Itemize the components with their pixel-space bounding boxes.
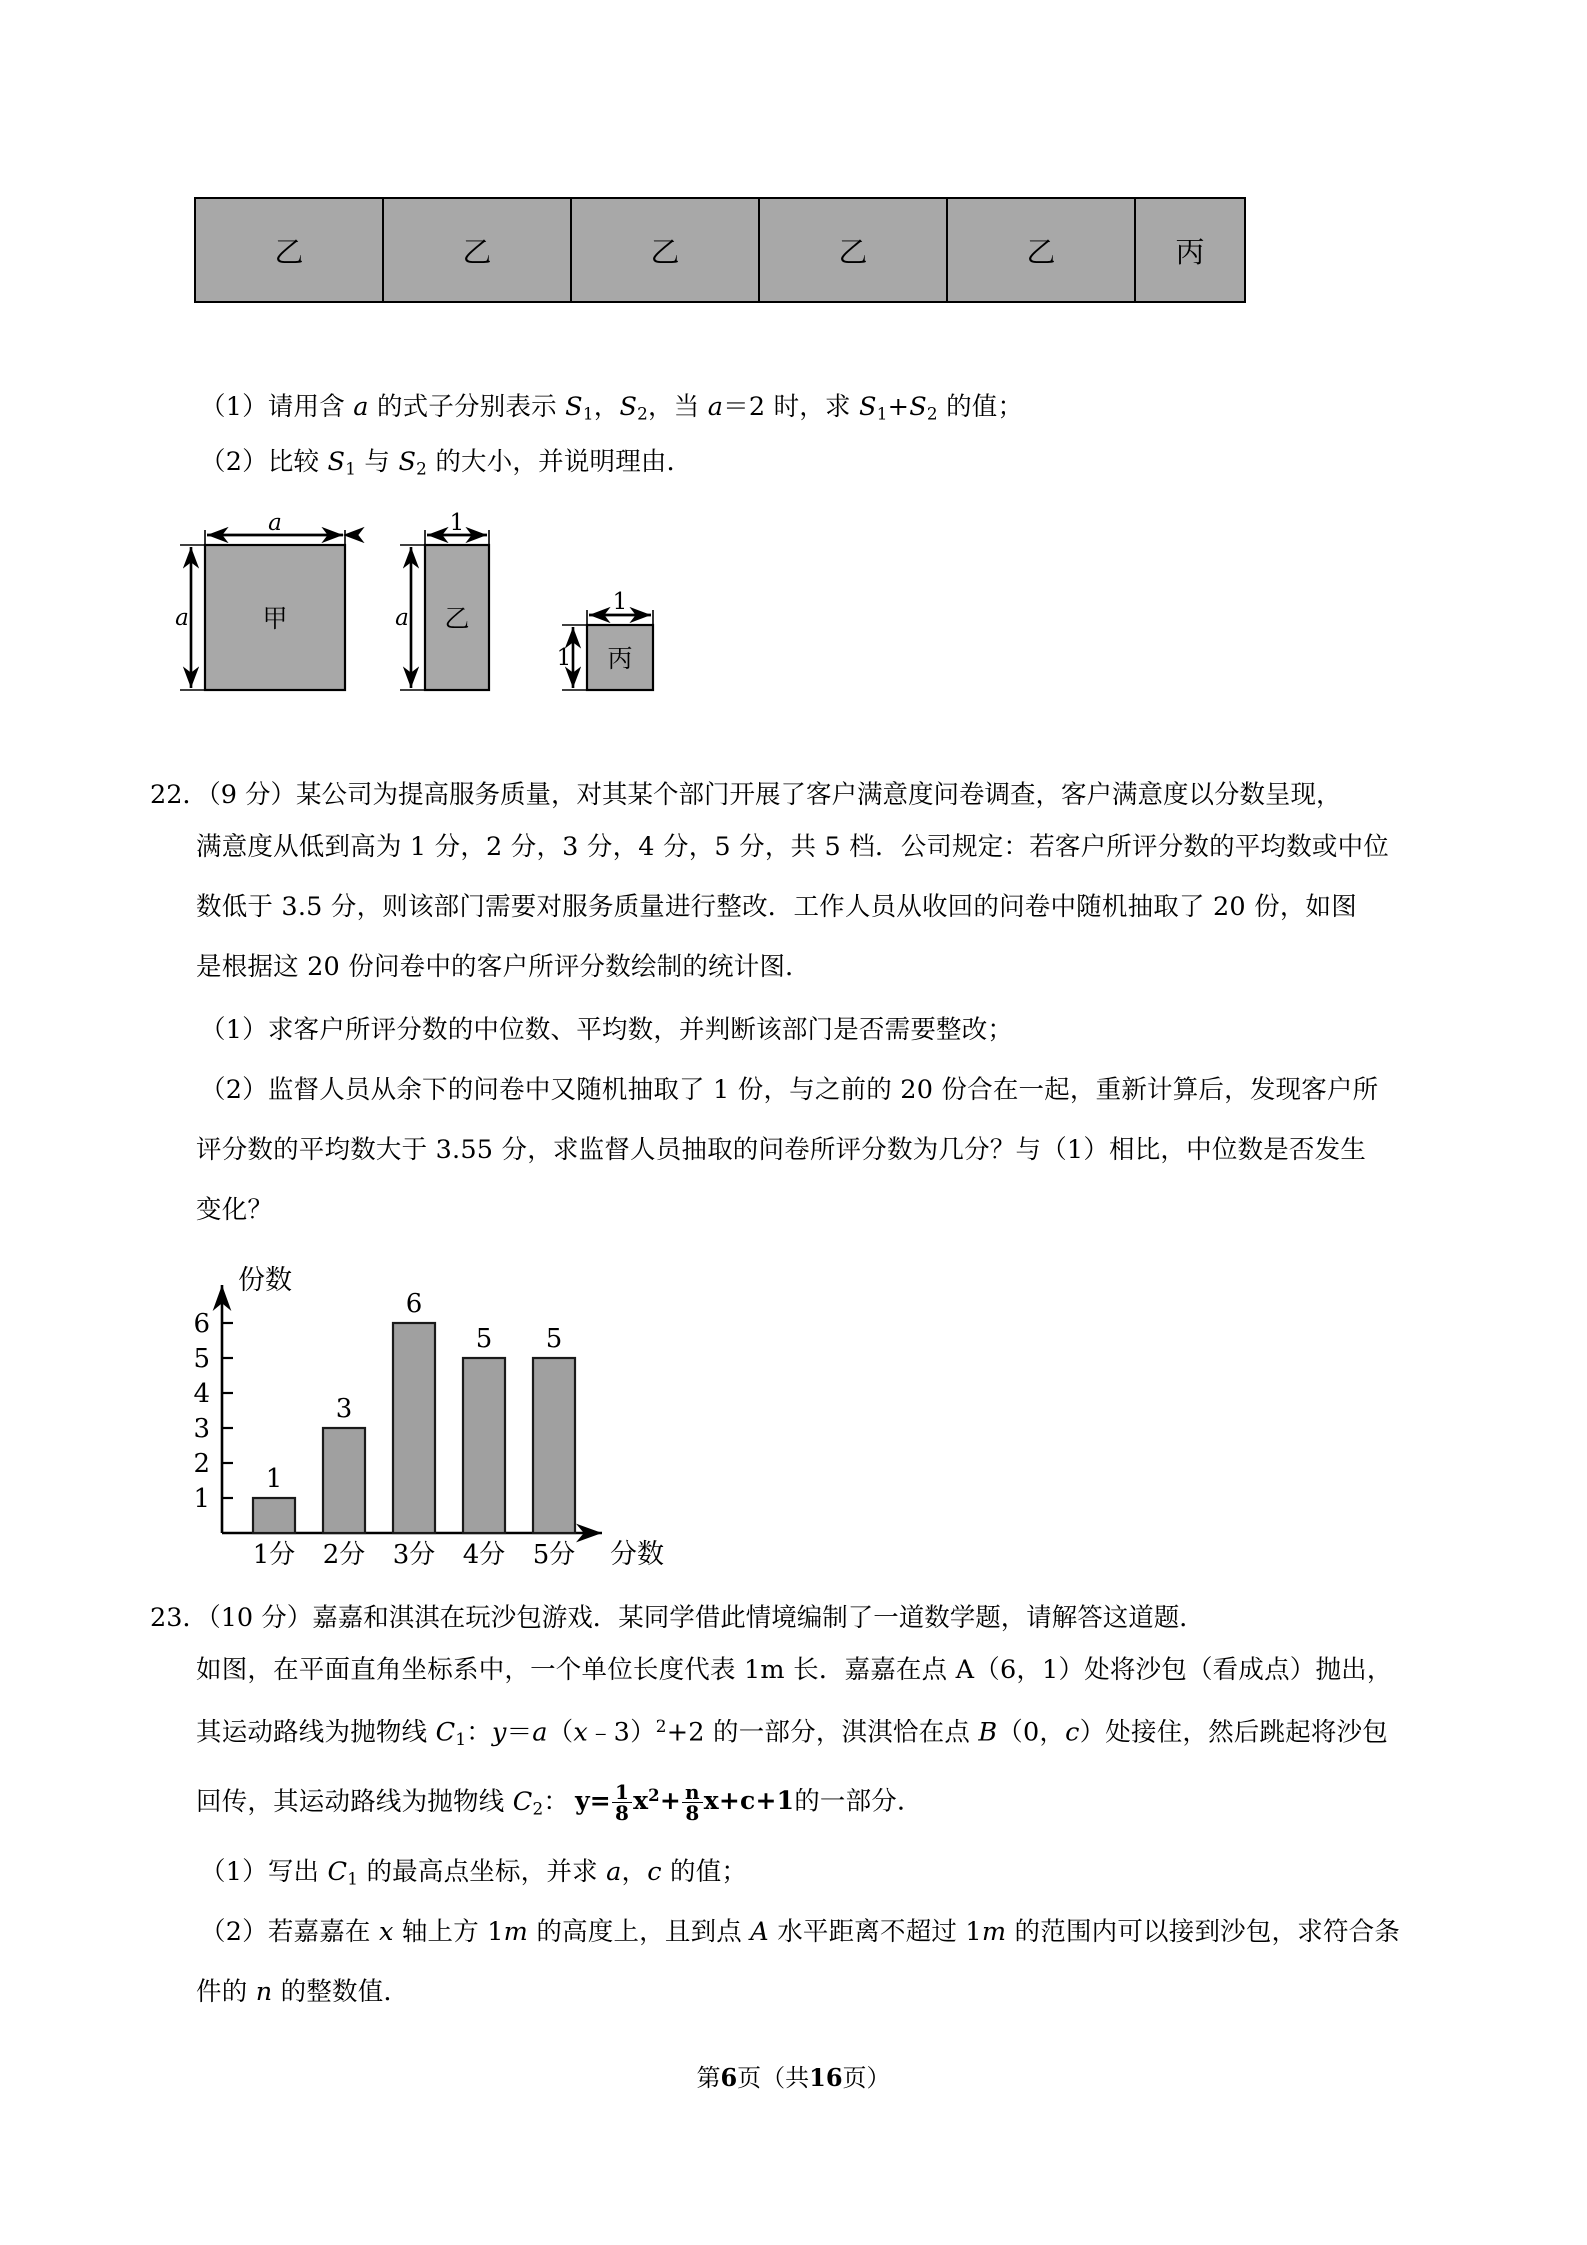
rect-jia-height-label: a bbox=[175, 605, 189, 631]
q22-number bbox=[150, 775, 1342, 811]
rect-yi-height-label: a bbox=[395, 605, 409, 631]
table-cell-bing: 丙 bbox=[1135, 198, 1245, 302]
q22-score: （9 分） bbox=[207, 780, 297, 810]
q21-part-2: （2）比较 $S_1$ 与 $S_2$ 的大小，并说明理由． bbox=[200, 447, 693, 479]
formula-frac-1-8: $\frac{1}{8}$ bbox=[612, 1782, 632, 1823]
formula-tail: x+c+1 bbox=[703, 1786, 795, 1815]
bar-value-label: 6 bbox=[405, 1289, 423, 1319]
table-cell-yi-5: 乙 bbox=[947, 198, 1135, 302]
x-axis-label: 分数 bbox=[610, 1539, 664, 1570]
rectangles-figure bbox=[160, 505, 900, 735]
y-tick-label: 3 bbox=[193, 1414, 210, 1444]
q23-part-2b: 件的 n 的整数值． bbox=[196, 1977, 410, 2007]
x-category-label: 2分 bbox=[322, 1540, 366, 1570]
q23-line-3: 其运动路线为抛物线 $C_1$：y＝a（x﹣3）$^2$+2 的一部分，淇淇恰在点 B（0，c）处接住，然后跳起将沙包 bbox=[196, 1716, 1388, 1750]
formula-var-x: x bbox=[633, 1786, 649, 1815]
q23-score: （10 分） bbox=[207, 1603, 313, 1633]
bar-3分 bbox=[393, 1323, 435, 1533]
bar-value-label: 5 bbox=[475, 1324, 493, 1354]
q22-line-2: 满意度从低到高为 1 分，2 分，3 分，4 分，5 分，共 5 档．公司规定：若客户所评分数的平均数或中位 bbox=[196, 832, 1389, 862]
y-axis-label: 份数 bbox=[238, 1265, 292, 1296]
q22-line-3: 数低于 3.5 分，则该部门需要对服务质量进行整改．工作人员从收回的问卷中随机抽取了 20 份，如图 bbox=[196, 892, 1357, 922]
q22-part-2a: （2）监督人员从余下的问卷中又随机抽取了 1 份，与之前的 20 份合在一起，重新计算后，发现客户所 bbox=[200, 1075, 1379, 1105]
bar-1分 bbox=[253, 1498, 295, 1533]
footer-total-pages: 16 bbox=[809, 2063, 843, 2092]
strip-table bbox=[194, 197, 1246, 303]
footer-suffix: 页） bbox=[842, 2064, 891, 2092]
rect-bing-group bbox=[557, 589, 653, 690]
rect-bing-label: 丙 bbox=[607, 644, 633, 673]
formula-frac-n-8: $\frac{n}{8}$ bbox=[682, 1782, 703, 1823]
bar-value-label: 1 bbox=[265, 1464, 283, 1494]
q21-part-1: （1）请用含 a 的式子分别表示 $S_1$，$S_2$，当 a＝2 时，求 $S_1+S_2$ 的值； bbox=[200, 392, 1024, 424]
q22-part-1: （1）求客户所评分数的中位数、平均数，并判断该部门是否需要整改； bbox=[200, 1015, 1014, 1045]
q23-formula-prefix: 回传，其运动路线为抛物线 $C_2$： bbox=[196, 1786, 570, 1819]
footer-middle: 页（共 bbox=[737, 2064, 810, 2092]
formula-exponent: 2 bbox=[648, 1785, 660, 1805]
y-tick-label: 5 bbox=[193, 1344, 210, 1374]
footer-page-number: 6 bbox=[720, 2063, 738, 2092]
q23-line-1: 嘉嘉和淇淇在玩沙包游戏．某同学借此情境编制了一道数学题，请解答这道题． bbox=[312, 1603, 1205, 1633]
rect-jia-label: 甲 bbox=[262, 604, 288, 633]
rect-yi-group bbox=[395, 510, 489, 690]
x-category-label: 4分 bbox=[462, 1540, 506, 1570]
rect-jia-width-label: a bbox=[268, 510, 282, 536]
table-cell-yi-4: 乙 bbox=[759, 198, 947, 302]
q22-part-2c: 变化？ bbox=[196, 1195, 274, 1225]
y-tick-label: 1 bbox=[193, 1484, 210, 1514]
bar-chart-figure bbox=[150, 1245, 690, 1575]
x-category-label: 5分 bbox=[532, 1540, 576, 1570]
page-footer bbox=[0, 2058, 1587, 2093]
y-tick-label: 2 bbox=[193, 1449, 210, 1479]
x-category-label: 3分 bbox=[392, 1540, 436, 1570]
q22-line-4: 是根据这 20 份问卷中的客户所评分数绘制的统计图． bbox=[196, 952, 811, 982]
q22-part-2b: 评分数的平均数大于 3.55 分，求监督人员抽取的问卷所评分数为几分？与（1）相比，中位数是否发生 bbox=[196, 1135, 1367, 1165]
bar-value-label: 5 bbox=[545, 1324, 563, 1354]
q23-part-1: （1）写出 $C_1$ 的最高点坐标，并求 a，c 的值； bbox=[200, 1857, 748, 1889]
rect-bing-height-label: 1 bbox=[556, 645, 572, 671]
rect-yi-label: 乙 bbox=[444, 604, 470, 633]
formula-plus: + bbox=[659, 1786, 682, 1815]
q23-line-2: 如图，在平面直角坐标系中，一个单位长度代表 1m 长．嘉嘉在点 A（6，1）处将沙包（看成点）抛出， bbox=[196, 1655, 1393, 1685]
footer-prefix: 第 bbox=[696, 2064, 721, 2092]
rect-bing-width-label: 1 bbox=[612, 589, 628, 615]
q23-number-text: 23． bbox=[150, 1603, 208, 1633]
q22-number-text: 22． bbox=[150, 780, 208, 810]
table-row bbox=[195, 198, 1245, 302]
q22-line-1: 某公司为提高服务质量，对其某个部门开展了客户满意度问卷调查，客户满意度以分数呈现， bbox=[296, 780, 1342, 810]
x-category-label: 1分 bbox=[252, 1540, 296, 1570]
rect-jia-group bbox=[175, 510, 345, 690]
formula-lead: y= bbox=[575, 1786, 611, 1815]
bar-4分 bbox=[463, 1358, 505, 1533]
rect-yi-width-label: 1 bbox=[449, 510, 465, 536]
bar-value-label: 3 bbox=[335, 1394, 353, 1424]
bar-2分 bbox=[323, 1428, 365, 1533]
q23-number bbox=[150, 1598, 1205, 1634]
q23-formula bbox=[575, 1782, 794, 1823]
bar-5分 bbox=[533, 1358, 575, 1533]
table-cell-yi-3: 乙 bbox=[571, 198, 759, 302]
q23-formula-line bbox=[196, 1782, 923, 1823]
y-tick-label: 4 bbox=[193, 1379, 210, 1409]
q23-formula-suffix: 的一部分． bbox=[794, 1786, 923, 1817]
y-tick-label: 6 bbox=[193, 1309, 210, 1339]
table-cell-yi-1: 乙 bbox=[195, 198, 383, 302]
q23-part-2a: （2）若嘉嘉在 x 轴上方 1m 的高度上，且到点 A 水平距离不超过 1m 的范围内可以接到沙包，求符合条 bbox=[200, 1917, 1401, 1947]
table-cell-yi-2: 乙 bbox=[383, 198, 571, 302]
